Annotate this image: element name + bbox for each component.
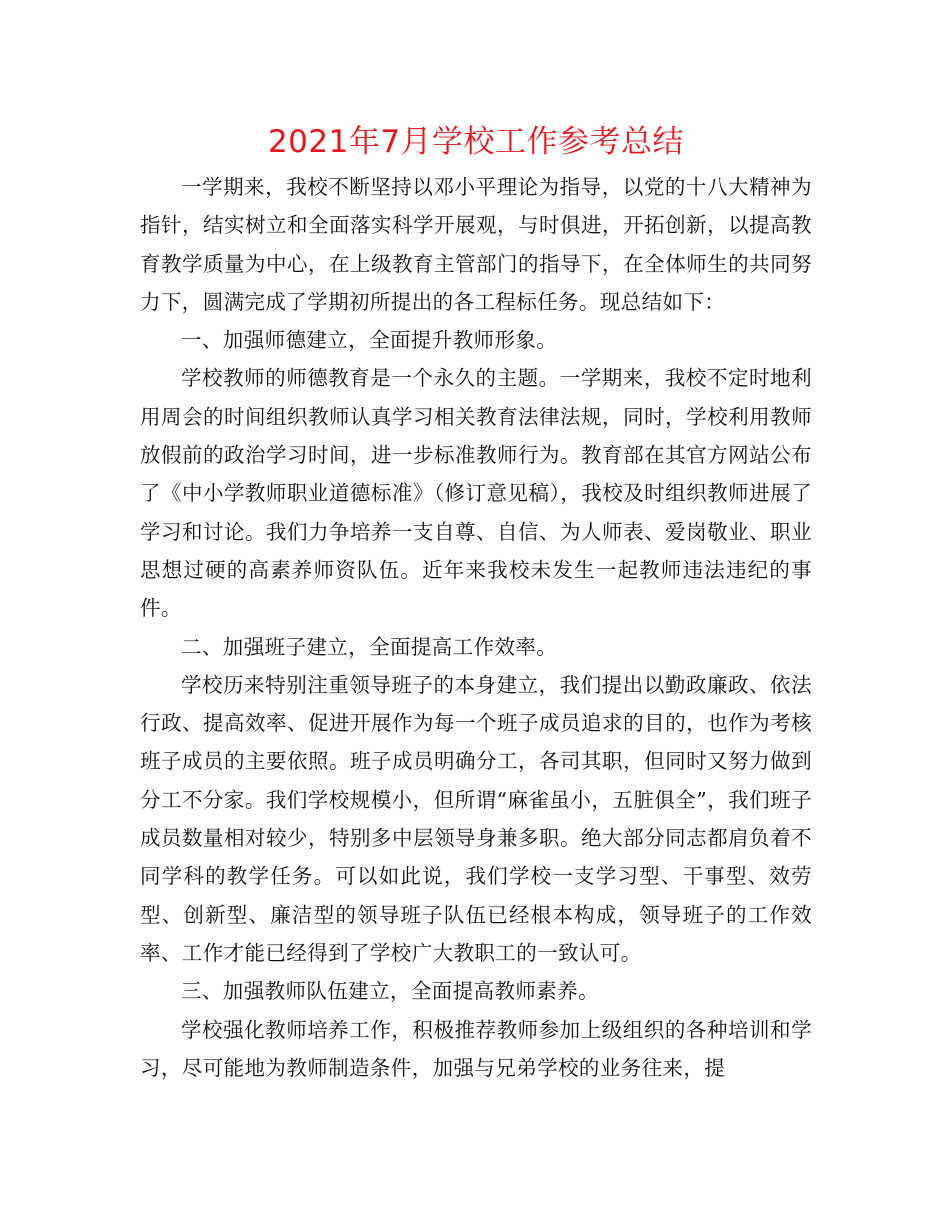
document-title: 2021年7月学校工作参考总结 [267, 124, 685, 160]
section-heading-2: 二、加强班子建立，全面提高工作效率。 [181, 634, 558, 659]
section-heading-3: 三、加强教师队伍建立，全面提高教师素养。 [181, 979, 599, 1004]
section-heading-1: 一、加强师德建立，全面提升教师形象。 [181, 328, 558, 353]
section-3-paragraph: 学校强化教师培养工作，积极推荐教师参加上级组织的各种培训和学习，尽可能地为教师制造条件，加强与兄弟学校的业务往来，提 [140, 1017, 812, 1080]
section-1-paragraph: 学校教师的师德教育是一个永久的主题。一学期来，我校不定时地利用周会的时间组织教师认真学习相关教育法律法规，同时，学校利用教师放假前的政治学习时间，进一步标准教师行为。教育部在其官方网站公布了《中小学教师职业道德标准》（修订意见稿），我校及时组织教师进展了学习和讨论。我们力争培养一支自尊、自信、为人师表、爱岗敬业、职业思想过硬的高素养师资队伍。近年来我校未发生一起教师违法违纪的事件。 [140, 366, 812, 621]
intro-paragraph: 一学期来，我校不断坚持以邓小平理论为指导，以党的十八大精神为指针，结实树立和全面落实科学开展观，与时俱进，开拓创新，以提高教育教学质量为中心，在上级教育主管部门的指导下，在全体师生的共同努力下，圆满完成了学期初所提出的各工程标任务。现总结如下： [140, 175, 812, 314]
document-page [140, 118, 812, 1087]
section-2-paragraph: 学校历来特别注重领导班子的本身建立，我们提出以勤政廉政、依法行政、提高效率、促进开展作为每一个班子成员追求的目的，也作为考核班子成员的主要依照。班子成员明确分工，各司其职，但同时又努力做到分工不分家。我们学校规模小，但所谓“麻雀虽小，五脏俱全”，我们班子成员数量相对较少，特别多中层领导身兼多职。绝大部分同志都肩负着不同学科的教学任务。可以如此说，我们学校一支学习型、干事型、效劳型、创新型、廉洁型的领导班子队伍已经根本构成，领导班子的工作效率、工作才能已经得到了学校广大教职工的一致认可。 [140, 672, 812, 965]
